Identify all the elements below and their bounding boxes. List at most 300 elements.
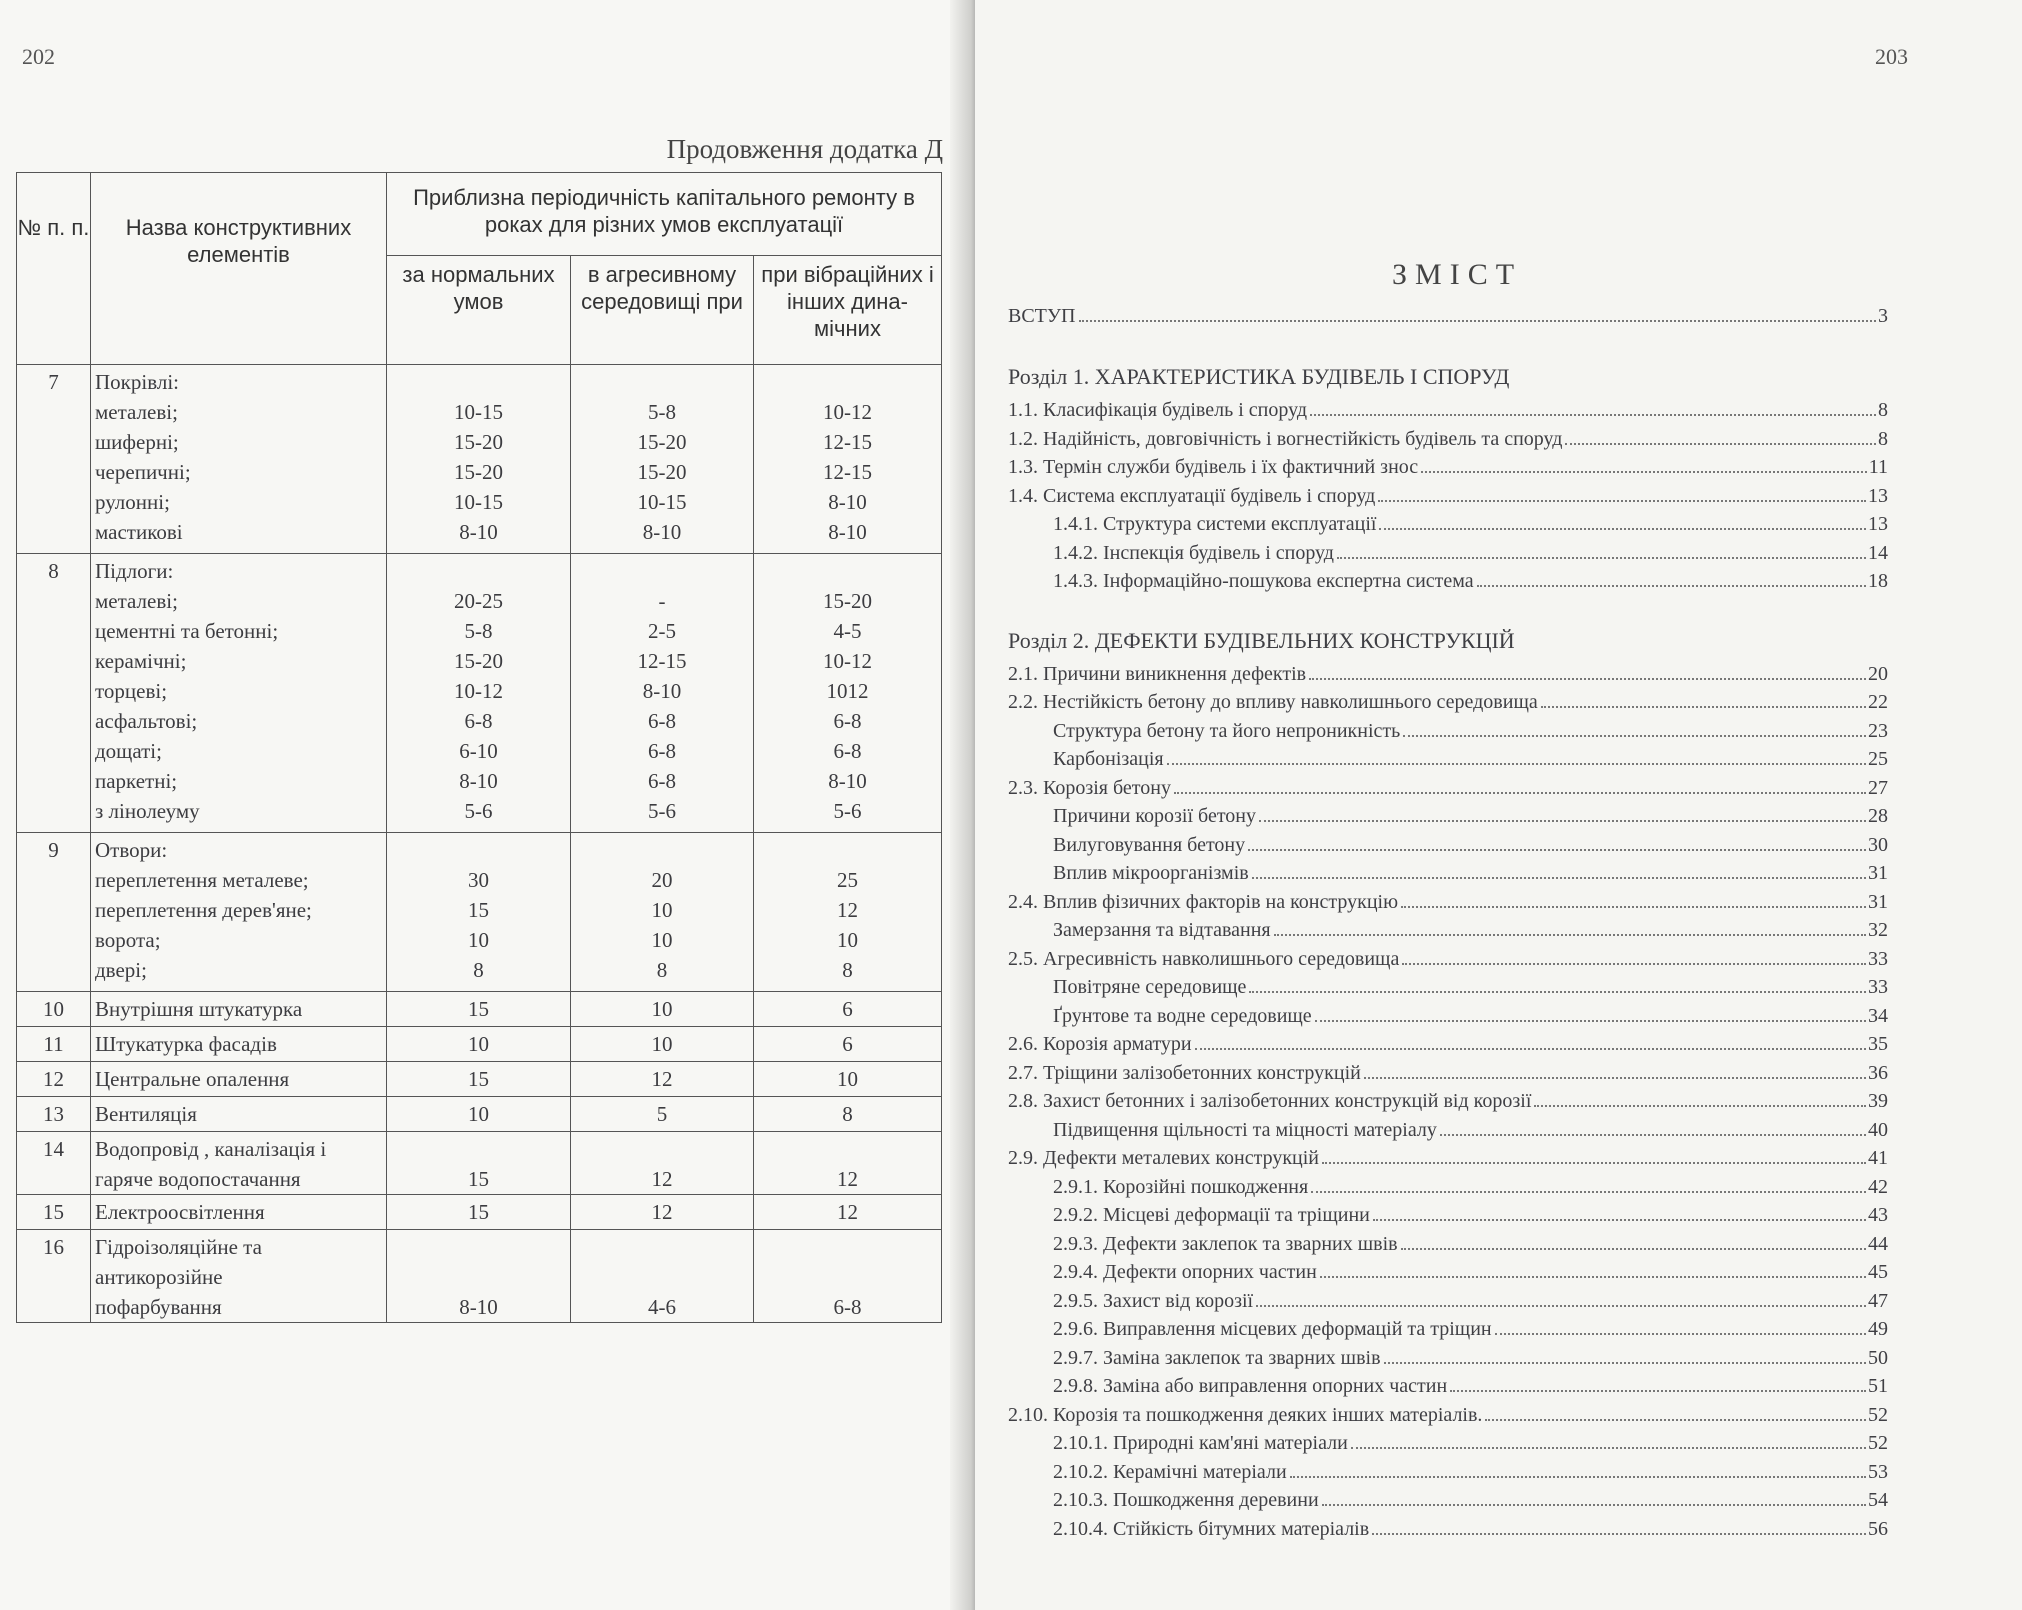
- toc-entry-title: 2.9.3. Дефекти заклепок та зварних швів: [1053, 1232, 1398, 1255]
- toc-leader-dots: [1403, 735, 1866, 737]
- toc-entry-title: Карбонізація: [1053, 748, 1164, 770]
- toc-entry[interactable]: [1008, 943, 1888, 971]
- value-normal-line: [387, 1134, 570, 1164]
- toc-entry-title: Ґрунтове та водне середовище: [1053, 1004, 1312, 1027]
- value-normal-line: 10-15: [454, 400, 503, 424]
- toc-leader-dots: [1259, 820, 1866, 822]
- toc-entry-page: 8: [1878, 427, 1888, 450]
- toc-entry-title: 1.1. Класифікація будівель і споруд: [1008, 399, 1308, 421]
- value-vibration-line: 10-12: [823, 649, 872, 673]
- element-name-line: антикорозійне: [95, 1265, 223, 1289]
- value-vibration: [754, 1230, 942, 1323]
- toc-entry-title: 2.7. Тріщини залізобетонних конструкцій: [1008, 1061, 1361, 1084]
- table-row: [17, 554, 942, 833]
- page-number-left: 202: [22, 44, 55, 69]
- toc-leader-dots: [1351, 1447, 1866, 1449]
- toc-entry-title: 2.10.4. Стійкість бітумних матеріалів: [1053, 1517, 1370, 1540]
- value-aggressive: [571, 1027, 754, 1062]
- toc-entry[interactable]: [1008, 971, 1888, 999]
- value-vibration-line: [754, 1232, 941, 1262]
- value-vibration: [754, 992, 942, 1027]
- header-number: № п. п.: [17, 173, 91, 365]
- value-normal-line: 10: [468, 928, 489, 952]
- toc-entry[interactable]: [1008, 1456, 1888, 1484]
- table-row: [17, 992, 942, 1027]
- value-aggressive-line: [571, 556, 753, 586]
- header-periodicity-group: Приблизна періодичність капітального ремонту в роках для різних умов експлуатації: [387, 173, 942, 256]
- toc-entry-page: 56: [1868, 1517, 1888, 1540]
- element-name: [91, 1097, 387, 1132]
- element-name-line: гаряче водопостачання: [95, 1167, 301, 1191]
- toc-entry[interactable]: [1008, 743, 1888, 771]
- value-aggressive-line: 10: [651, 1032, 673, 1056]
- toc-section-heading[interactable]: Розділ 1. ХАРАКТЕРИСТИКА БУДІВЕЛЬ І СПОРУД: [1008, 364, 1510, 389]
- toc-title: ЗМІСТ: [1392, 258, 1523, 291]
- toc-entry-title: 2.3. Корозія бетону: [1008, 776, 1171, 799]
- toc-entry[interactable]: [1008, 1285, 1888, 1313]
- toc-entry-page: 49: [1868, 1318, 1888, 1340]
- value-aggressive-line: 12: [651, 1200, 673, 1224]
- toc-entry-page: 52: [1868, 1403, 1888, 1426]
- value-aggressive-line: 10-15: [637, 490, 687, 514]
- toc-entry[interactable]: [1008, 565, 1888, 593]
- value-normal: [387, 1195, 571, 1230]
- element-name-line: металеві;: [95, 400, 178, 424]
- toc-leader-dots: [1252, 877, 1866, 879]
- toc-leader-dots: [1322, 1504, 1866, 1506]
- element-name: [91, 1027, 387, 1062]
- value-vibration-line: 8-10: [828, 520, 867, 544]
- toc-entry-page: 32: [1868, 919, 1888, 941]
- toc-entry-page: 40: [1868, 1118, 1888, 1141]
- toc-entry[interactable]: [1008, 1000, 1888, 1028]
- toc-leader-dots: [1534, 1105, 1866, 1107]
- toc-entry[interactable]: [1008, 1114, 1888, 1142]
- toc-entry-title: Структура бетону та його непроникність: [1053, 719, 1401, 742]
- element-name-line: Покрівлі:: [95, 370, 179, 394]
- element-name-line: асфальтові;: [95, 709, 198, 733]
- toc-entry-title: 2.9.4. Дефекти опорних частин: [1053, 1261, 1317, 1283]
- value-normal-line: [387, 556, 570, 586]
- table-row: [17, 833, 942, 992]
- toc-entry-title: Вилуговування бетону: [1053, 833, 1246, 856]
- element-name-line: Підлоги:: [95, 559, 174, 583]
- toc-entry[interactable]: [1008, 800, 1888, 828]
- toc-leader-dots: [1249, 991, 1866, 993]
- toc-leader-dots: [1485, 1419, 1866, 1421]
- element-name: [91, 1230, 387, 1323]
- value-vibration: [754, 1062, 942, 1097]
- toc-entry-page: 25: [1868, 748, 1888, 770]
- toc-leader-dots: [1315, 1020, 1866, 1022]
- value-aggressive-line: 8-10: [642, 520, 682, 544]
- row-number: 12: [17, 1062, 91, 1097]
- page-number-right: 203: [1875, 44, 1908, 69]
- element-name-line: пофарбування: [95, 1295, 222, 1319]
- toc-entry[interactable]: [1008, 658, 1888, 686]
- left-page: [0, 0, 975, 1610]
- element-name: [91, 992, 387, 1027]
- toc-entry[interactable]: [1008, 1228, 1888, 1256]
- value-aggressive: [571, 992, 754, 1027]
- value-normal-line: 8: [473, 958, 484, 982]
- value-aggressive-line: 6-8: [648, 739, 676, 763]
- value-aggressive-line: 12: [651, 1167, 673, 1191]
- toc-entry[interactable]: [1008, 1199, 1888, 1227]
- value-vibration-line: 8: [842, 958, 853, 982]
- value-aggressive-line: 10: [651, 997, 673, 1021]
- toc-entry-title: 2.10.2. Керамічні матеріали: [1053, 1460, 1287, 1483]
- toc-entry-page: 53: [1868, 1460, 1888, 1483]
- toc-entry-title: Повітряне середовище: [1053, 976, 1247, 998]
- value-aggressive-line: 20: [651, 868, 673, 892]
- toc-entry[interactable]: [1008, 715, 1888, 743]
- value-normal: [387, 1027, 571, 1062]
- toc-entry-page: 50: [1868, 1346, 1888, 1369]
- value-vibration: [754, 833, 942, 992]
- table-row: [17, 1027, 942, 1062]
- toc-leader-dots: [1274, 934, 1866, 936]
- value-normal: [387, 365, 571, 554]
- value-vibration-line: 6-8: [833, 709, 862, 733]
- toc-leader-dots: [1079, 320, 1877, 322]
- value-vibration-line: 15-20: [823, 589, 872, 613]
- toc-entry[interactable]: [1008, 1484, 1888, 1512]
- toc-entry-page: 41: [1868, 1147, 1888, 1169]
- value-normal-line: 5-8: [464, 619, 493, 643]
- value-aggressive-line: 5-6: [648, 799, 676, 823]
- toc-entry-page: 20: [1868, 662, 1888, 685]
- toc-entry-page: 27: [1868, 776, 1888, 799]
- element-name: [91, 1062, 387, 1097]
- value-normal: [387, 992, 571, 1027]
- table-row: [17, 1230, 942, 1323]
- toc-entry-page: 47: [1868, 1289, 1888, 1312]
- value-vibration: [754, 1027, 942, 1062]
- value-aggressive-line: 5-8: [648, 400, 676, 424]
- toc-entry-page: 8: [1878, 399, 1888, 421]
- element-name-line: керамічні;: [95, 649, 187, 673]
- value-aggressive: [571, 833, 754, 992]
- toc-entry-page: 35: [1868, 1033, 1888, 1055]
- toc-leader-dots: [1256, 1305, 1866, 1307]
- value-normal-line: 30: [468, 868, 489, 892]
- toc-leader-dots: [1174, 792, 1866, 794]
- value-normal-line: 15: [468, 898, 489, 922]
- toc-entry-title: Вплив мікроорганізмів: [1053, 862, 1249, 884]
- toc-entry-page: 39: [1868, 1090, 1888, 1112]
- value-vibration-line: 6: [842, 1032, 853, 1056]
- toc-entry-title: 1.3. Термін служби будівель і їх фактичний знос: [1008, 456, 1419, 478]
- value-aggressive-line: 8: [656, 958, 668, 982]
- toc-leader-dots: [1565, 443, 1876, 445]
- value-vibration-line: [754, 367, 941, 397]
- toc-entry-page: 3: [1878, 305, 1888, 327]
- toc-entry[interactable]: [1008, 686, 1888, 714]
- toc-entry[interactable]: [1008, 1028, 1888, 1056]
- toc-entry-page: 23: [1868, 719, 1888, 742]
- value-normal-line: 10-12: [454, 679, 503, 703]
- value-normal-line: 15-20: [454, 649, 503, 673]
- toc-entry-page: 31: [1868, 890, 1888, 913]
- element-name-line: паркетні;: [95, 769, 178, 793]
- element-name-line: рулонні;: [95, 490, 170, 514]
- value-normal-line: 15: [468, 1067, 489, 1091]
- value-normal: [387, 1132, 571, 1195]
- toc-entry[interactable]: [1008, 1427, 1888, 1455]
- value-vibration-line: [754, 1262, 941, 1292]
- toc-leader-dots: [1384, 1362, 1866, 1364]
- value-aggressive-line: [571, 367, 753, 397]
- toc-entry-title: 1.4.2. Інспекція будівель і споруд: [1053, 541, 1334, 564]
- row-number: 8: [17, 554, 91, 833]
- value-aggressive: [571, 365, 754, 554]
- value-vibration: [754, 554, 942, 833]
- value-aggressive-line: 10: [651, 898, 673, 922]
- toc-entry-title: ВСТУП: [1008, 305, 1076, 327]
- row-number: 7: [17, 365, 91, 554]
- toc-leader-dots: [1401, 906, 1866, 908]
- element-name-line: Штукатурка фасадів: [95, 1032, 277, 1056]
- table-row: [17, 1097, 942, 1132]
- value-normal-line: 5-6: [464, 799, 493, 823]
- toc-entry-page: 52: [1868, 1432, 1888, 1454]
- value-normal-line: [387, 835, 570, 865]
- row-number: 16: [17, 1230, 91, 1323]
- value-aggressive-line: [571, 1262, 753, 1292]
- value-aggressive-line: [571, 1232, 753, 1262]
- value-aggressive-line: 5: [656, 1102, 668, 1126]
- element-name-line: дощаті;: [95, 739, 162, 763]
- toc-entry[interactable]: [1008, 1256, 1888, 1284]
- value-normal-line: 20-25: [454, 589, 503, 613]
- value-normal-line: 15-20: [454, 430, 503, 454]
- table-body: [17, 365, 942, 1323]
- value-normal-line: 8-10: [459, 769, 498, 793]
- row-number: 11: [17, 1027, 91, 1062]
- toc-entry-page: 33: [1868, 976, 1888, 998]
- value-normal: [387, 1230, 571, 1323]
- toc-entry-page: 51: [1868, 1375, 1888, 1397]
- value-vibration-line: 10: [837, 928, 858, 952]
- toc-entry-title: Замерзання та відтавання: [1053, 919, 1271, 941]
- toc-entry-title: 2.6. Корозія арматури: [1008, 1033, 1192, 1055]
- value-normal-line: 10-15: [454, 490, 503, 514]
- value-vibration-line: 12-15: [823, 430, 872, 454]
- toc-entry-title: 1.4.1. Структура системи експлуатації: [1053, 513, 1377, 535]
- toc-entry-title: 2.1. Причини виникнення дефектів: [1008, 662, 1307, 685]
- value-vibration: [754, 1097, 942, 1132]
- toc-entry[interactable]: [1008, 1399, 1888, 1427]
- toc-leader-dots: [1310, 414, 1876, 416]
- value-aggressive-line: 6-8: [648, 769, 676, 793]
- value-aggressive: [571, 1195, 754, 1230]
- value-aggressive-line: 2-5: [648, 619, 676, 643]
- element-name-line: Отвори:: [95, 838, 168, 862]
- toc-leader-dots: [1290, 1476, 1866, 1478]
- toc-entry[interactable]: [1008, 1342, 1888, 1370]
- toc-entry[interactable]: [1008, 1142, 1888, 1170]
- value-aggressive-line: -: [658, 589, 666, 613]
- value-vibration-line: 10: [837, 1067, 858, 1091]
- toc-entry[interactable]: [1008, 857, 1888, 885]
- toc-entry-page: 44: [1868, 1232, 1888, 1255]
- toc-entry[interactable]: [1008, 451, 1888, 479]
- element-name-line: Гідроізоляційне та: [95, 1235, 262, 1259]
- element-name-line: Внутрішня штукатурка: [95, 997, 303, 1021]
- toc-entry-page: 34: [1868, 1004, 1888, 1027]
- value-vibration-line: 6-8: [833, 1295, 862, 1319]
- value-vibration-line: [754, 835, 941, 865]
- value-aggressive: [571, 554, 754, 833]
- value-normal-line: 15-20: [454, 460, 503, 484]
- toc-leader-dots: [1167, 763, 1866, 765]
- toc-entry-title: 2.9.2. Місцеві деформації та тріщини: [1053, 1204, 1370, 1226]
- value-normal-line: [387, 1232, 570, 1262]
- element-name-line: металеві;: [95, 589, 178, 613]
- toc-leader-dots: [1495, 1333, 1866, 1335]
- element-name-line: цементні та бетонні;: [95, 619, 279, 643]
- toc-entry[interactable]: [1008, 508, 1888, 536]
- value-normal-line: [387, 367, 570, 397]
- value-vibration-line: 8-10: [828, 769, 867, 793]
- toc-entry-title: Підвищення щільності та міцності матеріалу: [1053, 1118, 1437, 1141]
- table-row: [17, 1132, 942, 1195]
- toc-leader-dots: [1320, 1276, 1866, 1278]
- row-number: 14: [17, 1132, 91, 1195]
- value-aggressive-line: 15-20: [637, 460, 687, 484]
- value-aggressive-line: 6-8: [648, 709, 676, 733]
- toc-entry-title: 2.4. Вплив фізичних факторів на конструкцію: [1008, 890, 1399, 913]
- toc-entry-page: 13: [1868, 484, 1888, 507]
- toc-leader-dots: [1195, 1048, 1866, 1050]
- toc-entry[interactable]: [1008, 914, 1888, 942]
- value-vibration: [754, 1132, 942, 1195]
- toc-entry[interactable]: [1008, 829, 1888, 857]
- toc-entry[interactable]: [1008, 772, 1888, 800]
- toc-entry-page: 18: [1868, 570, 1888, 592]
- value-aggressive-line: 10: [651, 928, 673, 952]
- toc-leader-dots: [1379, 528, 1866, 530]
- value-normal: [387, 833, 571, 992]
- toc-entry-page: 22: [1868, 691, 1888, 713]
- row-number: 13: [17, 1097, 91, 1132]
- element-name-line: переплетення металеве;: [95, 868, 309, 892]
- toc-entry-title: 2.9.7. Заміна заклепок та зварних швів: [1053, 1346, 1381, 1369]
- toc-entry-page: 11: [1868, 456, 1888, 478]
- element-name: [91, 833, 387, 992]
- toc-leader-dots: [1364, 1077, 1866, 1079]
- value-vibration-line: 12: [837, 1200, 858, 1224]
- toc-entry[interactable]: [1008, 423, 1888, 451]
- value-vibration: [754, 365, 942, 554]
- toc-leader-dots: [1450, 1390, 1866, 1392]
- value-vibration-line: 8: [842, 1102, 853, 1126]
- toc-entry-title: 2.9.8. Заміна або виправлення опорних частин: [1053, 1375, 1448, 1397]
- value-normal: [387, 1062, 571, 1097]
- toc-entry-title: 2.9.1. Корозійні пошкодження: [1053, 1175, 1309, 1198]
- value-vibration-line: 10-12: [823, 400, 872, 424]
- element-name: [91, 1132, 387, 1195]
- value-vibration-line: 12-15: [823, 460, 872, 484]
- element-name-line: Водопровід , каналізація і: [95, 1137, 327, 1161]
- toc-entry[interactable]: [1008, 480, 1888, 508]
- row-number: 15: [17, 1195, 91, 1230]
- toc-entry[interactable]: [1008, 394, 1888, 422]
- element-name: [91, 365, 387, 554]
- element-name-line: черепичні;: [95, 460, 191, 484]
- header-aggressive-environment: в агресивному середовищі при: [571, 256, 754, 365]
- value-normal-line: 15: [468, 1167, 489, 1191]
- value-vibration-line: 6-8: [833, 739, 862, 763]
- element-name-line: торцеві;: [95, 679, 168, 703]
- value-vibration-line: 25: [837, 868, 858, 892]
- toc-leader-dots: [1541, 706, 1866, 708]
- toc-entry[interactable]: [1008, 1085, 1888, 1113]
- header-element-name: Назва конструктивних елементів: [91, 173, 387, 365]
- toc-leader-dots: [1373, 1219, 1866, 1221]
- value-normal-line: 15: [468, 1200, 489, 1224]
- element-name: [91, 554, 387, 833]
- value-normal-line: 6-8: [464, 709, 493, 733]
- toc-entry[interactable]: [1008, 1513, 1888, 1541]
- toc-entry-page: 42: [1868, 1175, 1888, 1198]
- toc-leader-dots: [1248, 849, 1866, 851]
- toc-entry[interactable]: [1008, 537, 1888, 565]
- row-number: 10: [17, 992, 91, 1027]
- element-name-line: Центральне опалення: [95, 1067, 290, 1091]
- toc-entry-title: 2.10.1. Природні кам'яні матеріали: [1053, 1432, 1348, 1454]
- toc-entry[interactable]: [1008, 1370, 1888, 1398]
- element-name: [91, 1195, 387, 1230]
- continuation-title: Продовження додатка Д: [666, 134, 943, 164]
- value-vibration: [754, 1195, 942, 1230]
- toc-entry-title: 2.9. Дефекти металевих конструкцій: [1008, 1147, 1319, 1169]
- value-vibration-line: [754, 1134, 941, 1164]
- element-name-line: Електроосвітлення: [95, 1200, 265, 1224]
- toc-entry-title: 1.2. Надійність, довговічність і вогнестійкість будівель та споруд: [1008, 427, 1563, 450]
- toc-entry-page: 43: [1868, 1204, 1888, 1226]
- toc-leader-dots: [1477, 585, 1866, 587]
- value-normal-line: 10: [468, 1032, 489, 1056]
- toc-intro[interactable]: [1008, 300, 1888, 328]
- value-aggressive-line: 12: [651, 1067, 673, 1091]
- toc-entry-title: 2.8. Захист бетонних і залізобетонних конструкцій від корозії: [1008, 1090, 1532, 1112]
- toc-entry-title: 2.9.6. Виправлення місцевих деформацій та тріщин: [1053, 1318, 1492, 1340]
- value-normal: [387, 554, 571, 833]
- toc-entry[interactable]: [1008, 1171, 1888, 1199]
- toc-entry-title: 2.2. Нестійкість бетону до впливу навколишнього середовища: [1008, 691, 1538, 713]
- element-name-line: з лінолеуму: [95, 799, 200, 823]
- element-name-line: Вентиляція: [95, 1102, 197, 1126]
- toc-leader-dots: [1372, 1533, 1866, 1535]
- value-vibration-line: 5-6: [833, 799, 862, 823]
- toc-section-heading[interactable]: Розділ 2. ДЕФЕКТИ БУДІВЕЛЬНИХ КОНСТРУКЦІЙ: [1008, 627, 1515, 653]
- toc-entry-page: 14: [1868, 541, 1888, 564]
- toc-entry[interactable]: [1008, 1313, 1888, 1341]
- value-aggressive: [571, 1062, 754, 1097]
- toc-entry[interactable]: [1008, 1057, 1888, 1085]
- toc-entry-page: 45: [1868, 1261, 1888, 1283]
- value-normal-line: 15: [468, 997, 489, 1021]
- value-aggressive-line: 4-6: [648, 1295, 676, 1319]
- value-aggressive-line: 15-20: [637, 430, 687, 454]
- toc-leader-dots: [1440, 1134, 1866, 1136]
- toc-leader-dots: [1309, 678, 1866, 680]
- toc-entry-page: 13: [1868, 513, 1888, 535]
- row-number: 9: [17, 833, 91, 992]
- toc-entry[interactable]: [1008, 886, 1888, 914]
